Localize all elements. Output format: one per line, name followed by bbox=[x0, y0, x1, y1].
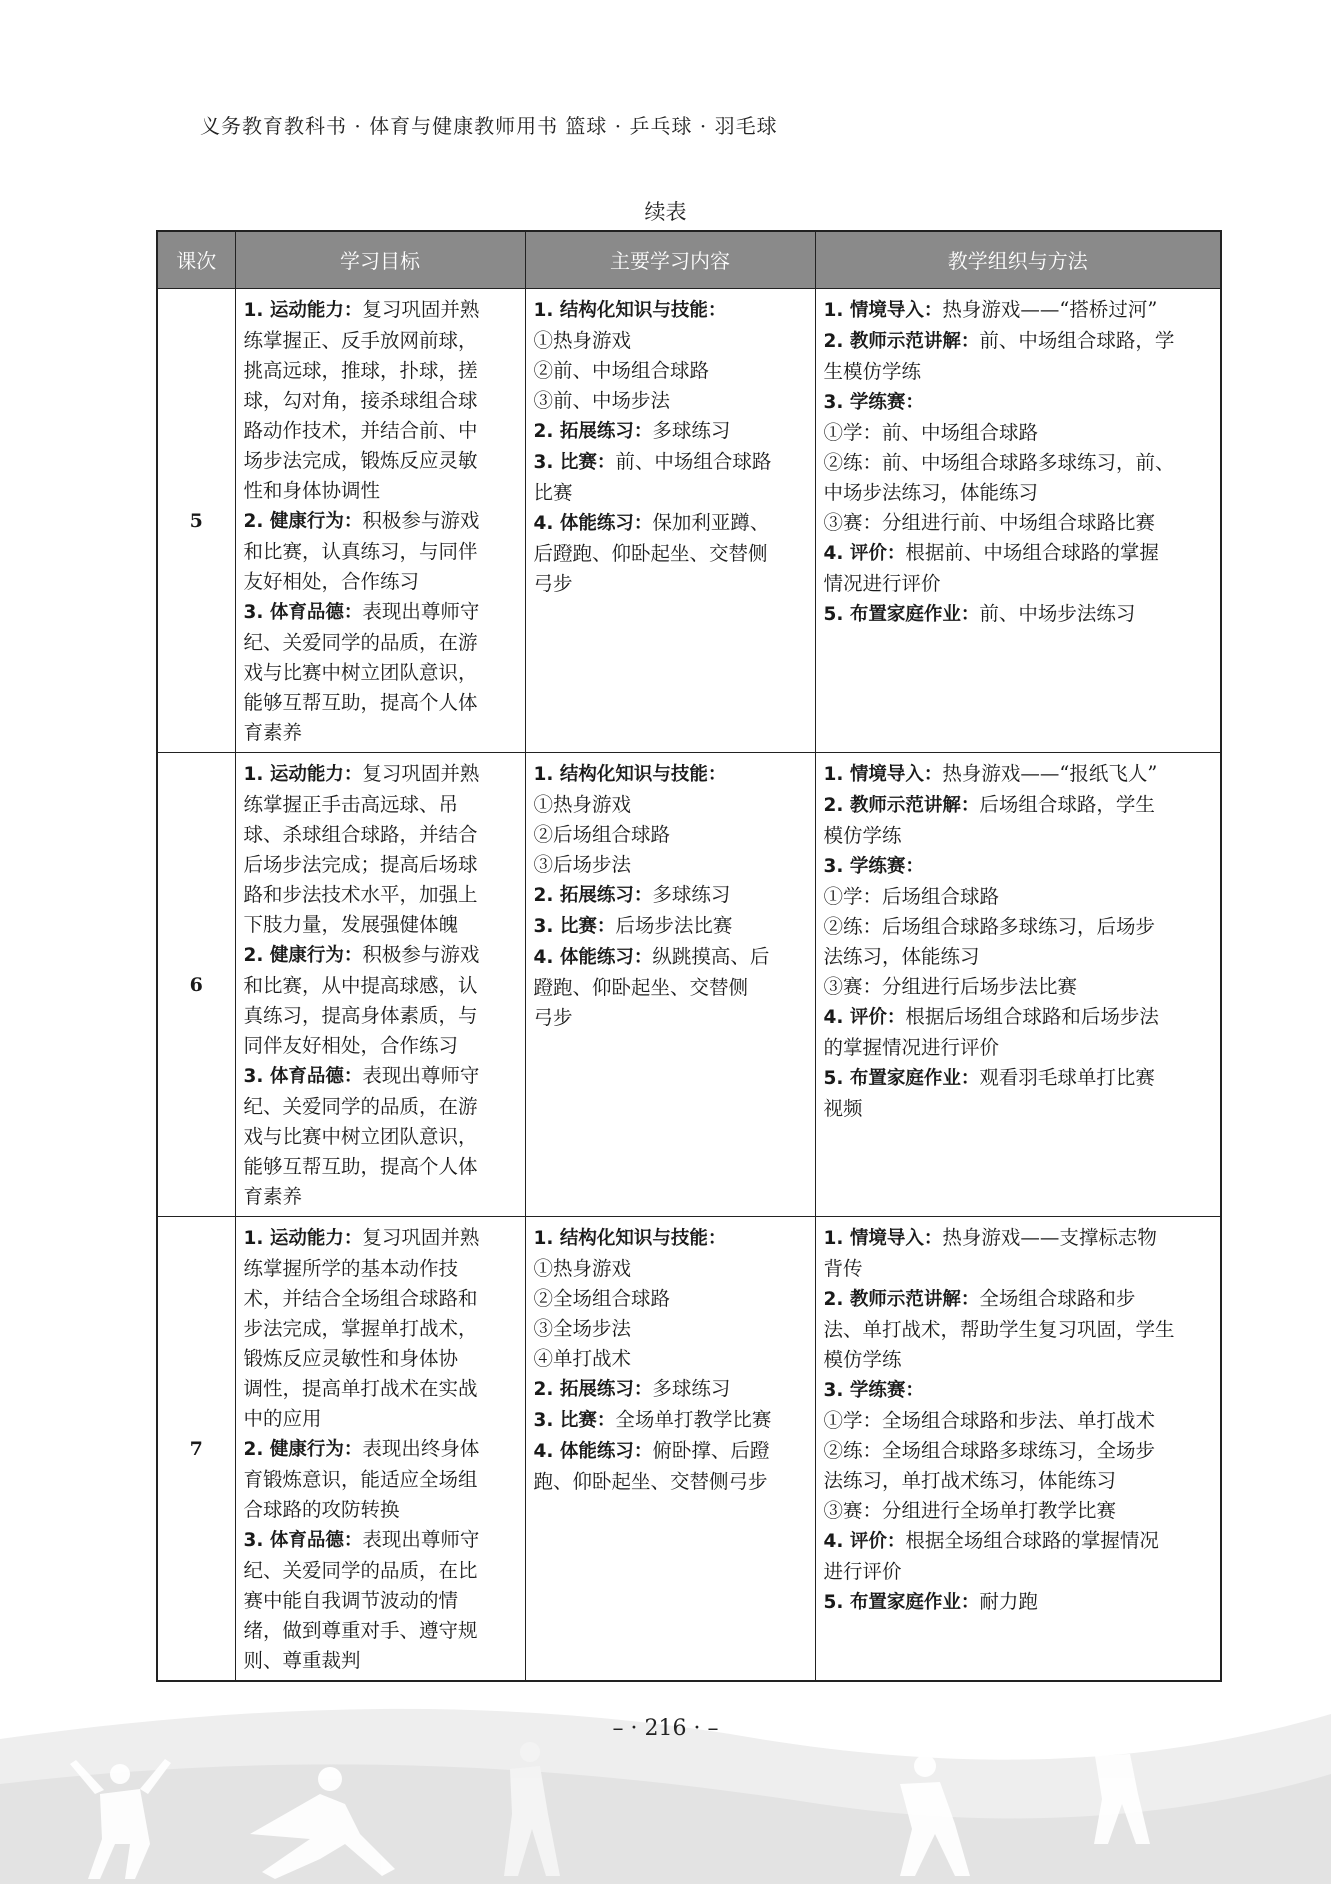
cell-methods bbox=[815, 288, 1221, 752]
page-number: – · 216 · – bbox=[612, 1716, 719, 1741]
cell-line bbox=[824, 357, 1213, 387]
cell-line bbox=[244, 1525, 517, 1556]
item-label: 5. 布置家庭作业： bbox=[823, 1067, 980, 1089]
item-label: 3. 比赛： bbox=[533, 1409, 616, 1431]
item-text: ①热身游戏 bbox=[533, 328, 632, 352]
item-label: 5. 布置家庭作业： bbox=[823, 1591, 980, 1613]
cell-line bbox=[534, 1223, 807, 1254]
cell-content bbox=[525, 288, 815, 752]
item-text: ②练：前、中场组合球路多球练习，前、 bbox=[823, 450, 1175, 474]
item-text: 热身游戏——“报纸飞人” bbox=[942, 761, 1158, 785]
item-text: 和比赛，认真练习，与同伴 bbox=[243, 539, 478, 563]
cell-line bbox=[534, 1436, 807, 1467]
item-text: ③赛：分组进行后场步法比赛 bbox=[823, 974, 1078, 998]
item-label: 1. 结构化知识与技能： bbox=[533, 1227, 727, 1249]
cell-line bbox=[824, 1094, 1213, 1124]
cell-line bbox=[824, 1406, 1213, 1436]
cell-line bbox=[244, 1586, 517, 1616]
item-text: 赛中能自我调节波动的情 bbox=[243, 1588, 459, 1612]
item-text: 表现出尊师守 bbox=[362, 1527, 480, 1551]
cell-line bbox=[534, 416, 807, 447]
cell-line bbox=[534, 478, 807, 508]
item-text: 锻炼反应灵敏性和身体协 bbox=[243, 1346, 459, 1370]
item-label: 1. 结构化知识与技能： bbox=[533, 763, 727, 785]
cell-line bbox=[244, 1122, 517, 1152]
item-text: 比赛 bbox=[533, 480, 573, 504]
item-text: 积极参与游戏 bbox=[362, 508, 480, 532]
item-label: 2. 拓展练习： bbox=[533, 1378, 653, 1400]
cell-line bbox=[244, 567, 517, 597]
cell-line bbox=[824, 538, 1213, 569]
item-text: 中的应用 bbox=[243, 1406, 322, 1430]
cell-line bbox=[244, 1223, 517, 1254]
cell-line bbox=[824, 448, 1213, 478]
cell-line bbox=[824, 599, 1213, 630]
cell-line bbox=[244, 688, 517, 718]
item-text: 后蹬跑、仰卧起坐、交替侧 bbox=[533, 541, 768, 565]
item-label: 1. 情境导入： bbox=[823, 763, 943, 785]
cell-line bbox=[824, 1223, 1213, 1254]
lesson-number: 7 bbox=[157, 1216, 235, 1681]
item-label: 3. 体育品德： bbox=[243, 1065, 363, 1087]
cell-line bbox=[824, 1375, 1213, 1406]
item-text: 复习巩固并熟 bbox=[362, 761, 480, 785]
item-label: 2. 拓展练习： bbox=[533, 420, 653, 442]
cell-line bbox=[244, 537, 517, 567]
item-text: ②练：后场组合球路多球练习，后场步 bbox=[823, 914, 1156, 938]
cell-line bbox=[824, 418, 1213, 448]
cell-line bbox=[824, 851, 1213, 882]
lesson-number: 5 bbox=[157, 288, 235, 752]
item-label: 4. 体能练习： bbox=[533, 512, 653, 534]
item-text: 纪、关爱同学的品质，在游 bbox=[243, 1094, 478, 1118]
cell-line bbox=[244, 658, 517, 688]
item-text: 下肢力量，发展强健体魄 bbox=[243, 912, 459, 936]
cell-line bbox=[244, 971, 517, 1001]
item-text: 调性，提高单打战术在实战 bbox=[243, 1376, 478, 1400]
item-text: 多球练习 bbox=[652, 418, 731, 442]
item-label: 3. 比赛： bbox=[533, 451, 616, 473]
item-text: 真练习，提高身体素质，与 bbox=[243, 1003, 478, 1027]
table-row bbox=[157, 752, 1221, 1216]
item-text: 法练习，体能练习 bbox=[823, 944, 980, 968]
item-text: 观看羽毛球单打比赛 bbox=[979, 1065, 1155, 1089]
item-text: ②全场组合球路 bbox=[533, 1286, 671, 1310]
cell-line bbox=[824, 882, 1213, 912]
cell-line bbox=[824, 972, 1213, 1002]
cell-line bbox=[534, 1467, 807, 1497]
cell-line bbox=[534, 1374, 807, 1405]
item-text: 球、杀球组合球路，并结合 bbox=[243, 822, 478, 846]
cell-line bbox=[244, 1556, 517, 1586]
cell-line bbox=[534, 911, 807, 942]
item-text: 纵跳摸高、后 bbox=[652, 944, 770, 968]
item-text: 后场步法完成；提高后场球 bbox=[243, 852, 478, 876]
cell-line bbox=[244, 759, 517, 790]
item-text: 步法完成，掌握单打战术， bbox=[243, 1316, 478, 1340]
cell-line bbox=[534, 1344, 807, 1374]
cell-line bbox=[244, 1404, 517, 1434]
cell-line bbox=[824, 1002, 1213, 1033]
cell-line bbox=[244, 1616, 517, 1646]
cell-line bbox=[534, 508, 807, 539]
cell-methods bbox=[815, 1216, 1221, 1681]
cell-line bbox=[824, 1063, 1213, 1094]
item-text: 能够互帮互助，提高个人体 bbox=[243, 690, 478, 714]
cell-goals bbox=[235, 288, 525, 752]
item-label: 2. 教师示范讲解： bbox=[823, 330, 980, 352]
item-text: 路和步法技术水平，加强上 bbox=[243, 882, 478, 906]
cell-line bbox=[244, 940, 517, 971]
item-text: 友好相处，合作练习 bbox=[243, 569, 420, 593]
item-label: 3. 学练赛： bbox=[823, 1379, 924, 1401]
item-label: 3. 比赛： bbox=[533, 915, 616, 937]
lesson-number: 6 bbox=[157, 752, 235, 1216]
item-label: 2. 健康行为： bbox=[243, 944, 363, 966]
item-text: 弓步 bbox=[533, 571, 573, 595]
cell-line bbox=[244, 1314, 517, 1344]
item-text: 多球练习 bbox=[652, 1376, 731, 1400]
item-text: 视频 bbox=[823, 1096, 863, 1120]
item-text: ③赛：分组进行全场单打教学比赛 bbox=[823, 1498, 1117, 1522]
cell-line bbox=[824, 1345, 1213, 1375]
item-text: 前、中场组合球路，学 bbox=[979, 328, 1175, 352]
cell-line bbox=[534, 569, 807, 599]
item-text: ①热身游戏 bbox=[533, 792, 632, 816]
cell-line bbox=[244, 1182, 517, 1212]
item-text: 表现出终身体 bbox=[362, 1436, 480, 1460]
item-text: ③赛：分组进行前、中场组合球路比赛 bbox=[823, 510, 1156, 534]
item-text: ③前、中场步法 bbox=[533, 388, 671, 412]
table-header-row bbox=[157, 231, 1221, 288]
item-label: 1. 情境导入： bbox=[823, 1227, 943, 1249]
item-text: 全场组合球路和步 bbox=[979, 1286, 1136, 1310]
cell-line bbox=[244, 1374, 517, 1404]
item-text: 则、尊重裁判 bbox=[243, 1648, 361, 1672]
cell-line bbox=[534, 386, 807, 416]
item-text: 路动作技术，并结合前、中 bbox=[243, 418, 478, 442]
item-label: 1. 运动能力： bbox=[243, 763, 363, 785]
item-label: 4. 体能练习： bbox=[533, 946, 653, 968]
cell-line bbox=[244, 628, 517, 658]
cell-line bbox=[244, 446, 517, 476]
item-text: 练掌握正手击高远球、吊 bbox=[243, 792, 459, 816]
item-text: 合球路的攻防转换 bbox=[243, 1497, 400, 1521]
item-text: 根据全场组合球路的掌握情况 bbox=[905, 1528, 1159, 1552]
cell-line bbox=[244, 506, 517, 537]
cell-line bbox=[244, 1434, 517, 1465]
item-text: 根据前、中场组合球路的掌握 bbox=[905, 540, 1159, 564]
cell-line bbox=[244, 880, 517, 910]
item-label: 1. 运动能力： bbox=[243, 299, 363, 321]
item-text: 俯卧撑、后蹬 bbox=[652, 1438, 770, 1462]
cell-line bbox=[244, 356, 517, 386]
cell-line bbox=[244, 597, 517, 628]
item-text: 表现出尊师守 bbox=[362, 1063, 480, 1087]
cell-line bbox=[824, 821, 1213, 851]
cell-line bbox=[824, 1315, 1213, 1345]
cell-line bbox=[534, 356, 807, 386]
item-text: 背传 bbox=[823, 1256, 863, 1280]
item-text: 性和身体协调性 bbox=[243, 478, 381, 502]
item-text: 法练习，单打战术练习，体能练习 bbox=[823, 1468, 1117, 1492]
item-text: 后场步法比赛 bbox=[615, 913, 733, 937]
cell-line bbox=[534, 1405, 807, 1436]
cell-content bbox=[525, 1216, 815, 1681]
item-label: 1. 情境导入： bbox=[823, 299, 943, 321]
item-text: 能够互帮互助，提高个人体 bbox=[243, 1154, 478, 1178]
item-text: 术，并结合全场组合球路和 bbox=[243, 1286, 478, 1310]
item-text: 纪、关爱同学的品质，在游 bbox=[243, 630, 478, 654]
cell-line bbox=[534, 539, 807, 569]
cell-line bbox=[534, 1003, 807, 1033]
item-text: 蹬跑、仰卧起坐、交替侧 bbox=[533, 975, 749, 999]
item-label: 1. 运动能力： bbox=[243, 1227, 363, 1249]
table-caption: 续表 bbox=[644, 200, 687, 224]
cell-line bbox=[824, 1557, 1213, 1587]
item-label: 1. 结构化知识与技能： bbox=[533, 299, 727, 321]
item-text: 全场单打教学比赛 bbox=[615, 1407, 772, 1431]
item-text: 表现出尊师守 bbox=[362, 599, 480, 623]
cell-line bbox=[824, 942, 1213, 972]
item-text: 育素养 bbox=[243, 720, 303, 744]
cell-line bbox=[244, 1254, 517, 1284]
cell-line bbox=[534, 1314, 807, 1344]
item-text: 纪、关爱同学的品质，在比 bbox=[243, 1558, 478, 1582]
cell-line bbox=[244, 1152, 517, 1182]
cell-line bbox=[244, 790, 517, 820]
item-label: 2. 拓展练习： bbox=[533, 884, 653, 906]
item-text: 模仿学练 bbox=[823, 823, 902, 847]
cell-line bbox=[244, 1495, 517, 1525]
item-text: ①学：前、中场组合球路 bbox=[823, 420, 1039, 444]
cell-line bbox=[244, 1284, 517, 1314]
item-text: ③全场步法 bbox=[533, 1316, 632, 1340]
item-text: 进行评价 bbox=[823, 1559, 902, 1583]
item-text: 育锻炼意识，能适应全场组 bbox=[243, 1467, 478, 1491]
item-text: 多球练习 bbox=[652, 882, 731, 906]
badminton-footer-art bbox=[0, 1644, 1331, 1884]
item-text: 球，勾对角，接杀球组合球 bbox=[243, 388, 478, 412]
item-text: 法、单打战术，帮助学生复习巩固，学生 bbox=[823, 1317, 1175, 1341]
item-text: 弓步 bbox=[533, 1005, 573, 1029]
item-text: 耐力跑 bbox=[979, 1589, 1038, 1613]
cell-line bbox=[244, 295, 517, 326]
item-label: 5. 布置家庭作业： bbox=[823, 603, 980, 625]
item-text: 前、中场步法练习 bbox=[979, 601, 1136, 625]
cell-line bbox=[824, 790, 1213, 821]
cell-line bbox=[824, 326, 1213, 357]
column-header-lesson: 课次 bbox=[157, 231, 235, 288]
cell-goals bbox=[235, 752, 525, 1216]
cell-line bbox=[824, 508, 1213, 538]
cell-line bbox=[824, 1587, 1213, 1618]
item-text: 模仿学练 bbox=[823, 1347, 902, 1371]
cell-line bbox=[534, 295, 807, 326]
cell-line bbox=[824, 1436, 1213, 1466]
cell-line bbox=[244, 1031, 517, 1061]
cell-line bbox=[824, 478, 1213, 508]
item-text: 前、中场组合球路 bbox=[615, 449, 772, 473]
item-label: 4. 评价： bbox=[823, 1530, 906, 1552]
column-header-methods: 教学组织与方法 bbox=[815, 231, 1221, 288]
cell-line bbox=[244, 910, 517, 940]
cell-line bbox=[534, 326, 807, 356]
cell-line bbox=[534, 973, 807, 1003]
item-text: 育素养 bbox=[243, 1184, 303, 1208]
item-label: 4. 体能练习： bbox=[533, 1440, 653, 1462]
cell-line bbox=[534, 880, 807, 911]
cell-line bbox=[534, 790, 807, 820]
cell-line bbox=[244, 820, 517, 850]
item-text: 练掌握正、反手放网前球， bbox=[243, 328, 478, 352]
item-text: 绪，做到尊重对手、遵守规 bbox=[243, 1618, 478, 1642]
cell-content bbox=[525, 752, 815, 1216]
item-text: 戏与比赛中树立团队意识， bbox=[243, 660, 478, 684]
item-label: 3. 体育品德： bbox=[243, 601, 363, 623]
cell-line bbox=[244, 1061, 517, 1092]
item-text: 戏与比赛中树立团队意识， bbox=[243, 1124, 478, 1148]
cell-methods bbox=[815, 752, 1221, 1216]
cell-line bbox=[244, 1001, 517, 1031]
item-label: 4. 评价： bbox=[823, 542, 906, 564]
cell-line bbox=[534, 820, 807, 850]
item-text: ②前、中场组合球路 bbox=[533, 358, 710, 382]
cell-line bbox=[824, 569, 1213, 599]
item-label: 3. 体育品德： bbox=[243, 1529, 363, 1551]
cell-line bbox=[824, 1254, 1213, 1284]
cell-line bbox=[824, 912, 1213, 942]
item-text: 保加利亚蹲、 bbox=[652, 510, 770, 534]
table-row bbox=[157, 1216, 1221, 1681]
cell-line bbox=[244, 850, 517, 880]
item-label: 4. 评价： bbox=[823, 1006, 906, 1028]
cell-line bbox=[244, 386, 517, 416]
item-text: 积极参与游戏 bbox=[362, 942, 480, 966]
cell-goals bbox=[235, 1216, 525, 1681]
item-text: ①热身游戏 bbox=[533, 1256, 632, 1280]
cell-line bbox=[824, 1496, 1213, 1526]
cell-line bbox=[534, 942, 807, 973]
cell-line bbox=[244, 1465, 517, 1495]
item-text: ①学：后场组合球路 bbox=[823, 884, 1000, 908]
cell-line bbox=[534, 1254, 807, 1284]
cell-line bbox=[824, 1526, 1213, 1557]
item-text: 中场步法练习，体能练习 bbox=[823, 480, 1039, 504]
item-text: 同伴友好相处，合作练习 bbox=[243, 1033, 459, 1057]
cell-line bbox=[534, 850, 807, 880]
cell-line bbox=[534, 759, 807, 790]
item-label: 2. 教师示范讲解： bbox=[823, 1288, 980, 1310]
cell-line bbox=[824, 1033, 1213, 1063]
item-text: 和比赛，从中提高球感，认 bbox=[243, 973, 478, 997]
cell-line bbox=[244, 476, 517, 506]
item-text: 场步法完成，锻炼反应灵敏 bbox=[243, 448, 478, 472]
item-label: 2. 健康行为： bbox=[243, 1438, 363, 1460]
cell-line bbox=[244, 326, 517, 356]
item-text: 复习巩固并熟 bbox=[362, 1225, 480, 1249]
item-label: 2. 教师示范讲解： bbox=[823, 794, 980, 816]
item-label: 2. 健康行为： bbox=[243, 510, 363, 532]
lesson-plan-table bbox=[156, 230, 1222, 1682]
cell-line bbox=[534, 1284, 807, 1314]
item-text: ②后场组合球路 bbox=[533, 822, 671, 846]
cell-line bbox=[244, 718, 517, 748]
item-text: 情况进行评价 bbox=[823, 571, 941, 595]
item-text: 热身游戏——“搭桥过河” bbox=[942, 297, 1158, 321]
cell-line bbox=[534, 447, 807, 478]
cell-line bbox=[824, 1284, 1213, 1315]
item-text: 根据后场组合球路和后场步法 bbox=[905, 1004, 1159, 1028]
cell-line bbox=[824, 387, 1213, 418]
cell-line bbox=[824, 295, 1213, 326]
cell-line bbox=[244, 1344, 517, 1374]
running-head: 义务教育教科书 · 体育与健康教师用书 篮球 · 乒乓球 · 羽毛球 bbox=[200, 114, 778, 138]
item-text: 复习巩固并熟 bbox=[362, 297, 480, 321]
item-text: 生模仿学练 bbox=[823, 359, 922, 383]
item-text: 挑高远球，推球，扑球，搓 bbox=[243, 358, 478, 382]
item-text: 后场组合球路，学生 bbox=[979, 792, 1155, 816]
item-text: ②练：全场组合球路多球练习，全场步 bbox=[823, 1438, 1156, 1462]
column-header-content: 主要学习内容 bbox=[525, 231, 815, 288]
cell-line bbox=[244, 1092, 517, 1122]
item-text: ①学：全场组合球路和步法、单打战术 bbox=[823, 1408, 1156, 1432]
item-text: ③后场步法 bbox=[533, 852, 632, 876]
item-text: 的掌握情况进行评价 bbox=[823, 1035, 1000, 1059]
item-label: 3. 学练赛： bbox=[823, 391, 924, 413]
cell-line bbox=[824, 759, 1213, 790]
item-text: 跑、仰卧起坐、交替侧弓步 bbox=[533, 1469, 768, 1493]
cell-line bbox=[824, 1466, 1213, 1496]
cell-line bbox=[244, 416, 517, 446]
item-text: ④单打战术 bbox=[533, 1346, 632, 1370]
item-text: 练掌握所学的基本动作技 bbox=[243, 1256, 459, 1280]
table-row bbox=[157, 288, 1221, 752]
column-header-goals: 学习目标 bbox=[235, 231, 525, 288]
item-text: 热身游戏——支撑标志物 bbox=[942, 1225, 1157, 1249]
item-label: 3. 学练赛： bbox=[823, 855, 924, 877]
